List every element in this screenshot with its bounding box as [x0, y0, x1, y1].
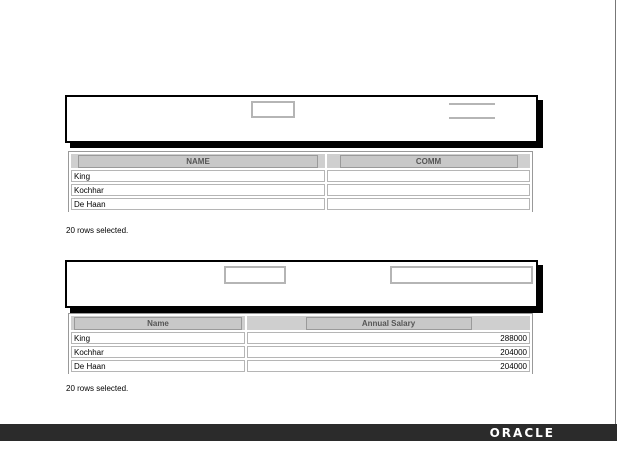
table-header-row: [71, 154, 530, 168]
masked-line: [449, 103, 495, 105]
cell-comm: [327, 170, 530, 182]
column-header: NAME: [71, 154, 325, 168]
column-header: Name: [71, 316, 245, 330]
table-row: [71, 332, 530, 344]
cell-annual-salary: 204000: [247, 346, 530, 358]
right-border: [615, 0, 616, 424]
cell-name: Kochhar: [71, 346, 245, 358]
cell-comm: [327, 184, 530, 196]
cell-name: Kochhar: [71, 184, 325, 196]
cell-name: King: [71, 332, 245, 344]
masked-blank: [251, 101, 295, 118]
table-row: [71, 360, 530, 372]
cell-name: De Haan: [71, 360, 245, 372]
table-row: [71, 170, 530, 182]
cell-name: De Haan: [71, 198, 325, 210]
sql-query-box-2: [65, 260, 538, 308]
rows-selected-note: 20 rows selected.: [66, 226, 129, 235]
masked-line: [449, 117, 495, 119]
cell-name: King: [71, 170, 325, 182]
cell-comm: [327, 198, 530, 210]
result-table-2: [68, 313, 533, 374]
masked-blank: [224, 266, 286, 284]
column-header: Annual Salary: [247, 316, 530, 330]
table-row: [71, 198, 530, 210]
oracle-logo: ORACLE: [489, 426, 555, 440]
masked-blank: [390, 266, 533, 284]
footer-bar: [0, 424, 617, 441]
cell-annual-salary: 204000: [247, 360, 530, 372]
rows-selected-note: 20 rows selected.: [66, 384, 129, 393]
cell-annual-salary: 288000: [247, 332, 530, 344]
sql-query-box-1: [65, 95, 538, 143]
column-header: COMM: [327, 154, 530, 168]
table-row: [71, 184, 530, 196]
table-header-row: [71, 316, 530, 330]
result-table-1: [68, 151, 533, 212]
table-row: [71, 346, 530, 358]
